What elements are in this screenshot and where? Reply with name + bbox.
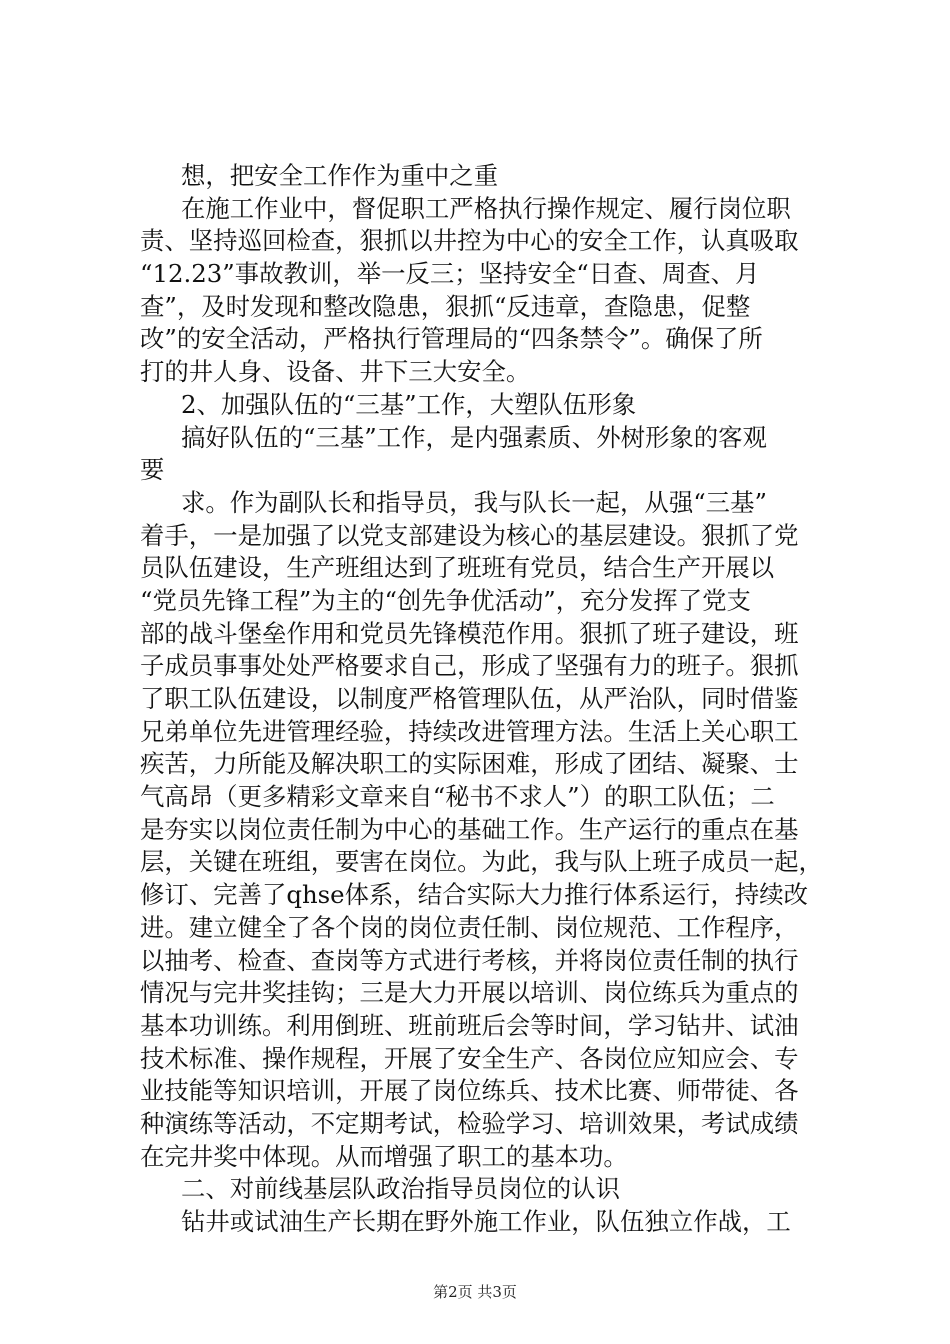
page-number-label: 第2页 共3页 <box>433 1283 517 1301</box>
text-line: 搞好队伍的“三基”工作，是内强素质、外树形象的客观 <box>181 422 767 452</box>
text-line: 情况与完井奖挂钩；三是大力开展以培训、岗位练兵为重点的 <box>140 978 799 1008</box>
text-line: 钻井或试油生产长期在野外施工作业，队伍独立作战，工 <box>181 1207 791 1236</box>
text-line: 打的井人身、设备、井下三大安全。 <box>140 357 531 387</box>
text-line: 着手，一是加强了以党支部建设为核心的基层建设。狠抓了党 <box>140 520 799 550</box>
text-line: “12.23”事故教训，举一反三；坚持安全“日查、周查、月 <box>140 259 760 289</box>
text-line: 基本功训练。利用倒班、班前班后会等时间，学习钻井、试油 <box>140 1010 799 1040</box>
text-line: 是夯实以岗位责任制为中心的基础工作。生产运行的重点在基 <box>140 814 799 844</box>
page-footer <box>0 1282 950 1302</box>
body-text <box>140 160 835 1239</box>
text-line: 子成员事事处处严格要求自己，形成了坚强有力的班子。狠抓 <box>140 651 799 681</box>
text-line: 求。作为副队长和指导员，我与队长一起，从强“三基” <box>181 487 767 517</box>
text-line: 部的战斗堡垒作用和党员先锋模范作用。狠抓了班子建设，班 <box>140 618 799 648</box>
text-line: 气高昂（更多精彩文章来自“秘书不求人”）的职工队伍；二 <box>140 782 775 812</box>
text-line: 兄弟单位先进管理经验，持续改进管理方法。生活上关心职工 <box>140 716 799 746</box>
text-line: 改”的安全活动，严格执行管理局的“四条禁令”。确保了所 <box>140 324 763 354</box>
text-line: 种演练等活动，不定期考试，检验学习、培训效果，考试成绩 <box>140 1108 799 1138</box>
text-line: 修订、完善了qhse体系，结合实际大力推行体系运行，持续改 <box>140 880 809 910</box>
text-line: 要 <box>140 455 165 485</box>
text-line: 在施工作业中，督促职工严格执行操作规定、履行岗位职 <box>181 193 791 223</box>
text-line: “党员先锋工程”为主的“创先争优活动”，充分发挥了党支 <box>140 585 751 615</box>
text-line: 以抽考、检查、查岗等方式进行考核，并将岗位责任制的执行 <box>140 945 799 975</box>
text-line: 查”，及时发现和整改隐患，狠抓“反违章，查隐患，促整 <box>140 291 751 321</box>
text-line: 员队伍建设，生产班组达到了班班有党员，结合生产开展以 <box>140 553 775 583</box>
text-line: 业技能等知识培训，开展了岗位练兵、技术比赛、师带徒、各 <box>140 1076 799 1106</box>
text-line: 责、坚持巡回检查，狠抓以井控为中心的安全工作，认真吸取 <box>140 226 799 256</box>
text-line: 进。建立健全了各个岗的岗位责任制、岗位规范、工作程序， <box>140 912 799 942</box>
text-line: 疾苦，力所能及解决职工的实际困难，形成了团结、凝聚、士 <box>140 749 799 779</box>
text-line: 层，关键在班组，要害在岗位。为此，我与队上班子成员一起， <box>140 847 823 877</box>
text-line: 技术标准、操作规程，开展了安全生产、各岗位应知应会、专 <box>140 1043 799 1073</box>
section-heading: 二、对前线基层队政治指导员岗位的认识 <box>181 1174 621 1204</box>
text-line: 在完井奖中体现。从而增强了职工的基本功。 <box>140 1141 628 1171</box>
text-line: 想，把安全工作作为重中之重 <box>181 161 499 190</box>
section-heading: 2、加强队伍的“三基”工作，大塑队伍形象 <box>181 389 637 419</box>
text-line: 了职工队伍建设，以制度严格管理队伍，从严治队，同时借鉴 <box>140 684 799 713</box>
